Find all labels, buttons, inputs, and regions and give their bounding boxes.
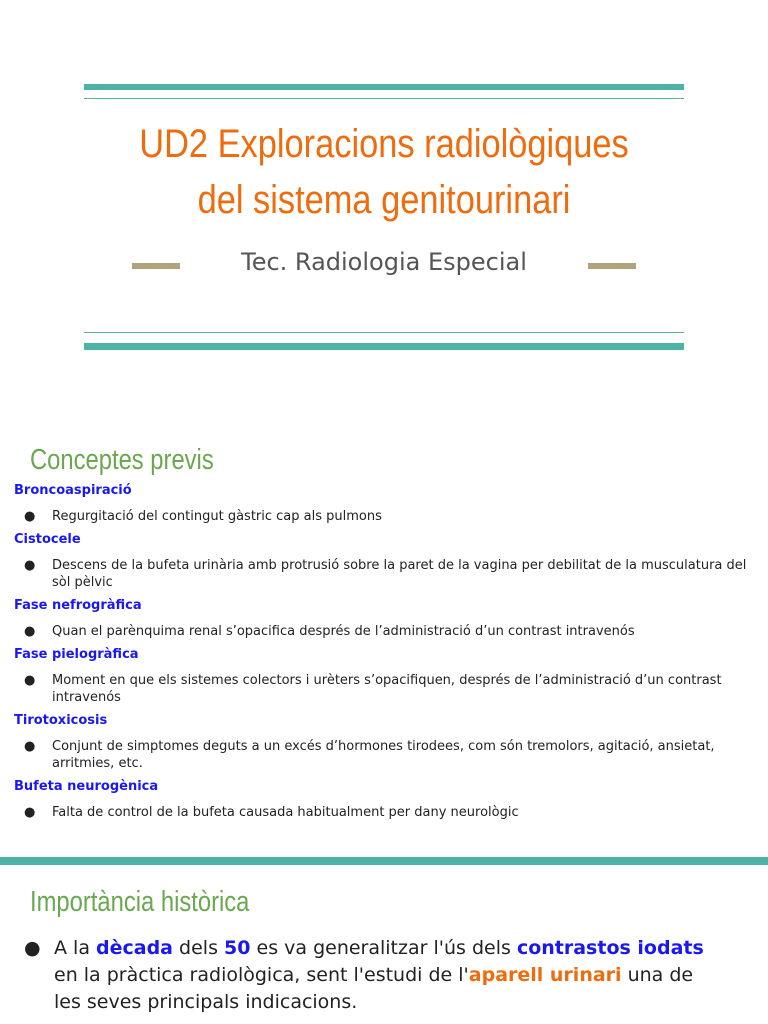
history-text	[24, 935, 724, 1016]
bullet-icon: ●	[24, 805, 36, 820]
keyword-50: 50	[224, 937, 251, 959]
term-fase-nefrografica: Fase nefrogràfica	[14, 598, 142, 613]
term-broncoaspiracio: Broncoaspiració	[14, 483, 132, 498]
definition-text: Conjunt de simptomes deguts a un excés d’hormones tirodees, com són tremolors, agitació, ansietat, arritmies, etc.	[52, 739, 715, 771]
term-cistocele: Cistocele	[14, 532, 81, 547]
text-segment: es va generalitzar l'ús dels	[250, 937, 517, 959]
bullet-icon: ●	[24, 558, 36, 573]
definition-text: Descens de la bufeta urinària amb protrusió sobre la paret de la vagina per debilitat de la musculatura del sòl pèlvic	[52, 558, 747, 590]
text-segment: dels	[173, 937, 225, 959]
text-segment: en la pràctica radiològica, sent l'estudi de l'	[54, 964, 469, 986]
definition-item	[14, 804, 754, 821]
definition-text: Quan el parènquima renal s’opacifica després de l’administració d’un contrast intravenós	[52, 624, 635, 639]
definition-item	[14, 508, 754, 525]
definition-text: Regurgitació del contingut gàstric cap als pulmons	[52, 509, 382, 524]
term-fase-pielografica: Fase pielogràfica	[14, 647, 139, 662]
title-slide	[0, 0, 768, 430]
definition-item	[14, 557, 754, 591]
right-dash-decoration	[588, 263, 636, 269]
section-divider-bar	[0, 857, 768, 865]
concepts-heading: Conceptes previs	[30, 444, 214, 476]
text-segment: una de les seves principals indicacions.	[54, 964, 694, 1013]
definition-item	[14, 623, 754, 640]
left-dash-decoration	[132, 263, 180, 269]
concepts-list	[14, 482, 754, 827]
page-title	[126, 116, 642, 228]
keyword-contrastos-iodats: contrastos iodats	[516, 937, 704, 959]
definition-item	[14, 738, 754, 772]
bottom-thick-rule	[84, 343, 684, 350]
bottom-thin-rule	[84, 332, 684, 333]
text-segment: A la	[54, 937, 96, 959]
term-tirotoxicosis: Tirotoxicosis	[14, 713, 108, 728]
keyword-aparell-urinari: aparell urinari	[468, 964, 622, 986]
term-bufeta-neurogenica: Bufeta neurogènica	[14, 779, 159, 794]
title-line-1: UD2 Exploracions radiològiques	[139, 122, 629, 166]
subtitle: Tec. Radiologia Especial	[241, 248, 527, 276]
bullet-icon: ●	[24, 624, 36, 639]
bullet-icon: ●	[24, 509, 36, 524]
bullet-icon: ●	[24, 739, 36, 754]
keyword-decada: dècada	[96, 937, 173, 959]
bullet-icon: ●	[24, 937, 41, 959]
definition-text: Falta de control de la bufeta causada habitualment per dany neurològic	[52, 805, 519, 820]
top-thick-rule	[84, 84, 684, 90]
top-thin-rule	[84, 98, 684, 99]
title-line-2: del sistema genitourinari	[197, 178, 571, 222]
definition-item	[14, 672, 754, 706]
definition-text: Moment en que els sistemes colectors i urèters s’opacifiquen, després de l’administració d’un contrast intravenós	[52, 673, 722, 705]
history-paragraph	[24, 935, 724, 1016]
history-heading: Importància històrica	[30, 886, 250, 918]
bullet-icon: ●	[24, 673, 36, 688]
